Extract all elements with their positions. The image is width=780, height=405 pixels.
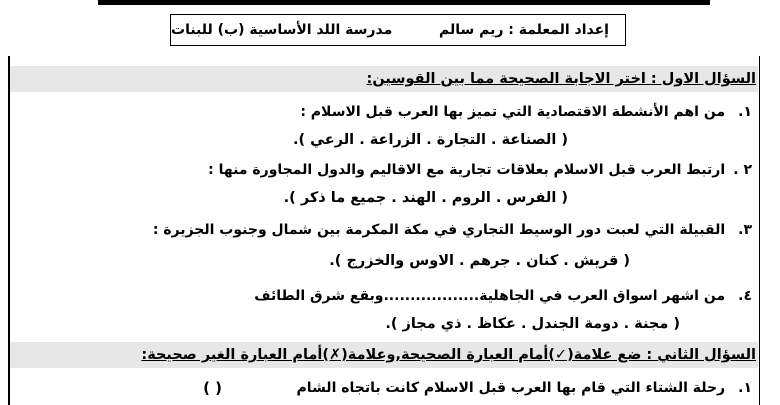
question-number: ٢ . (733, 162, 752, 178)
statement-1 (297, 378, 752, 398)
top-rule (98, 0, 710, 5)
section2-title: السؤال الثاني : ضع علامة(✓)أمام العبارة الصحيحة,وعلامة(✗)أمام العبارة الغير صحيحة: (10, 342, 758, 368)
question-1-options: ( الصناعة . التجارة . الزراعة . الرعي ). (292, 132, 568, 148)
answer-parentheses[interactable]: ( ) (203, 379, 222, 397)
section1-title: السؤال الاول : اختر الاجابة الصحيحة مما بين القوسين: (10, 66, 758, 92)
school-name: مدرسة اللد الأساسية (ب) للبنات (171, 22, 393, 38)
question-number: ٣. (738, 222, 752, 238)
question-text: ارتبط العرب قبل الاسلام بعلاقات تجارية مع الاقاليم والدول المجاورة منها : (208, 162, 726, 178)
statement-number: ١. (738, 380, 752, 396)
question-3-options: ( قريش . كنان . جرهم . الاوس والخزرج ). (329, 253, 630, 269)
school-header-box (170, 14, 626, 46)
question-2-options: ( الفرس . الروم . الهند . جميع ما ذكر ). (283, 190, 568, 206)
question-3 (153, 220, 752, 240)
question-1 (300, 102, 752, 122)
statement-text: رحلة الشتاء التي قام بها العرب قبل الاسلام كانت باتجاه الشام (296, 380, 726, 396)
question-text: القبيلة التي لعبت دور الوسيط التجاري في مكة المكرمة بين شمال وجنوب الجزيرة : (152, 222, 726, 238)
question-text: من اهم الأنشطة الاقتصادية التي تميز بها العرب قبل الاسلام : (300, 104, 726, 120)
question-number: ١. (738, 104, 752, 120)
question-number: ٤. (738, 288, 752, 304)
page-border-right (759, 56, 761, 405)
question-4 (254, 286, 752, 306)
question-text: من اشهر اسواق العرب في الجاهلية..................وبقع شرق الطائف (254, 288, 726, 304)
teacher-name: إعداد المعلمة : ريم سالم (438, 22, 609, 38)
question-2 (208, 160, 752, 180)
question-4-options: ( مجنة . دومة الجندل . عكاظ . ذي مجاز ). (385, 316, 680, 332)
